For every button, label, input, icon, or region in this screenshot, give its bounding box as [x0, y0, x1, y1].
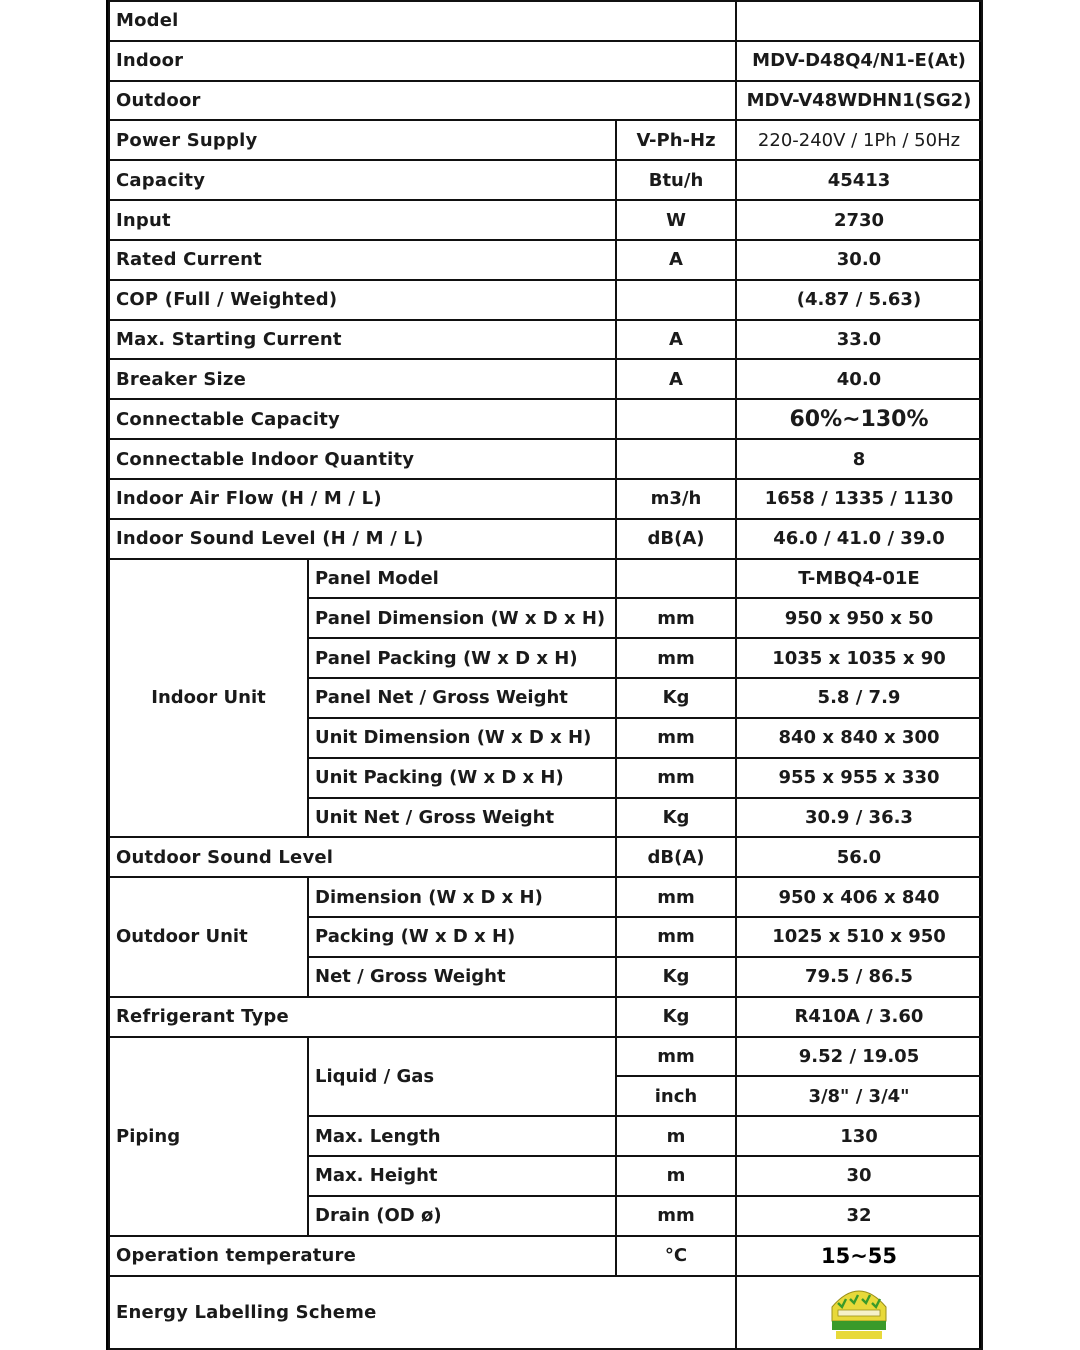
row-unit: Btu/h — [616, 160, 736, 200]
table-row — [109, 359, 982, 399]
table-row — [109, 240, 982, 280]
row-value: 30 — [736, 1156, 982, 1196]
row-label: Rated Current — [109, 240, 616, 280]
row-label: Panel Packing (W x D x H) — [308, 638, 616, 678]
table-row — [109, 997, 982, 1037]
row-label: Input — [109, 200, 616, 240]
row-unit: mm — [616, 718, 736, 758]
row-unit: Kg — [616, 957, 736, 997]
outdoor-unit-group-label: Outdoor Unit — [109, 877, 308, 996]
row-value: 3/8" / 3/4" — [736, 1076, 982, 1116]
row-value: 30.9 / 36.3 — [736, 798, 982, 838]
row-label: Panel Dimension (W x D x H) — [308, 598, 616, 638]
row-value: (4.87 / 5.63) — [736, 280, 982, 320]
row-unit: Kg — [616, 997, 736, 1037]
table-row — [109, 120, 982, 160]
row-value: 1035 x 1035 x 90 — [736, 638, 982, 678]
row-unit: dB(A) — [616, 837, 736, 877]
row-value: 15~55 — [736, 1236, 982, 1276]
row-label: Operation temperature — [109, 1236, 616, 1276]
row-label: Drain (OD ø) — [308, 1196, 616, 1236]
row-label: Max. Starting Current — [109, 320, 616, 360]
model-label: Model — [109, 1, 736, 41]
row-unit: mm — [616, 598, 736, 638]
row-value: 840 x 840 x 300 — [736, 718, 982, 758]
row-unit: W — [616, 200, 736, 240]
indoor-model-value: MDV-D48Q4/N1-E(At) — [736, 41, 982, 81]
row-value: 40.0 — [736, 359, 982, 399]
table-row — [109, 1, 982, 41]
row-unit: m — [616, 1116, 736, 1156]
row-unit: mm — [616, 638, 736, 678]
row-unit — [616, 399, 736, 439]
row-unit: Kg — [616, 798, 736, 838]
row-value: 9.52 / 19.05 — [736, 1037, 982, 1077]
outdoor-model-label: Outdoor — [109, 81, 736, 121]
row-value: 2730 — [736, 200, 982, 240]
row-label: Net / Gross Weight — [308, 957, 616, 997]
indoor-model-label: Indoor — [109, 41, 736, 81]
table-row — [109, 200, 982, 240]
row-label: Unit Dimension (W x D x H) — [308, 718, 616, 758]
row-unit: A — [616, 320, 736, 360]
row-unit: m — [616, 1156, 736, 1196]
table-row — [109, 559, 982, 599]
row-unit — [616, 559, 736, 599]
row-value: 955 x 955 x 330 — [736, 758, 982, 798]
row-value: 950 x 950 x 50 — [736, 598, 982, 638]
row-unit: mm — [616, 758, 736, 798]
table-row — [109, 320, 982, 360]
specification-table — [108, 0, 983, 1350]
row-unit: dB(A) — [616, 519, 736, 559]
row-value: 220-240V / 1Ph / 50Hz — [736, 120, 982, 160]
row-label: Power Supply — [109, 120, 616, 160]
row-value: 1658 / 1335 / 1130 — [736, 479, 982, 519]
row-unit: mm — [616, 1037, 736, 1077]
row-value: 45413 — [736, 160, 982, 200]
row-unit: mm — [616, 1196, 736, 1236]
row-label: Connectable Indoor Quantity — [109, 439, 616, 479]
row-unit: mm — [616, 877, 736, 917]
row-unit: inch — [616, 1076, 736, 1116]
row-value: 79.5 / 86.5 — [736, 957, 982, 997]
row-label: Dimension (W x D x H) — [308, 877, 616, 917]
row-label: Max. Height — [308, 1156, 616, 1196]
row-label: Breaker Size — [109, 359, 616, 399]
row-value: 32 — [736, 1196, 982, 1236]
indoor-unit-group-label: Indoor Unit — [109, 559, 308, 838]
row-label: COP (Full / Weighted) — [109, 280, 616, 320]
row-unit: V-Ph-Hz — [616, 120, 736, 160]
table-row — [109, 1037, 982, 1077]
row-unit: A — [616, 240, 736, 280]
row-unit: °C — [616, 1236, 736, 1276]
row-value: R410A / 3.60 — [736, 997, 982, 1037]
table-row — [109, 1276, 982, 1350]
table-row — [109, 479, 982, 519]
row-unit: A — [616, 359, 736, 399]
row-unit: Kg — [616, 678, 736, 718]
energy-rating-ticks-icon — [824, 1277, 894, 1348]
row-label: Indoor Air Flow (H / M / L) — [109, 479, 616, 519]
row-label: Liquid / Gas — [308, 1037, 616, 1117]
row-label: Indoor Sound Level (H / M / L) — [109, 519, 616, 559]
row-label: Outdoor Sound Level — [109, 837, 616, 877]
model-value — [736, 1, 982, 41]
energy-label-cell — [736, 1276, 982, 1350]
table-row — [109, 519, 982, 559]
row-unit — [616, 439, 736, 479]
row-value: 8 — [736, 439, 982, 479]
row-value: 56.0 — [736, 837, 982, 877]
table-row — [109, 837, 982, 877]
row-value: 5.8 / 7.9 — [736, 678, 982, 718]
row-value: 1025 x 510 x 950 — [736, 917, 982, 957]
energy-label-scheme-label: Energy Labelling Scheme — [109, 1276, 736, 1350]
row-unit: mm — [616, 917, 736, 957]
row-value: T-MBQ4-01E — [736, 559, 982, 599]
row-value: 33.0 — [736, 320, 982, 360]
row-label: Panel Model — [308, 559, 616, 599]
row-label: Panel Net / Gross Weight — [308, 678, 616, 718]
row-label: Connectable Capacity — [109, 399, 616, 439]
table-row — [109, 877, 982, 917]
table-row — [109, 41, 982, 81]
table-row — [109, 1236, 982, 1276]
row-value: 60%~130% — [736, 399, 982, 439]
row-label: Unit Net / Gross Weight — [308, 798, 616, 838]
row-value: 30.0 — [736, 240, 982, 280]
row-unit: m3/h — [616, 479, 736, 519]
table-row — [109, 399, 982, 439]
row-value: 130 — [736, 1116, 982, 1156]
piping-group-label: Piping — [109, 1037, 308, 1236]
table-row — [109, 81, 982, 121]
row-label: Packing (W x D x H) — [308, 917, 616, 957]
row-label: Capacity — [109, 160, 616, 200]
row-value: 46.0 / 41.0 / 39.0 — [736, 519, 982, 559]
table-row — [109, 280, 982, 320]
outdoor-model-value: MDV-V48WDHN1(SG2) — [736, 81, 982, 121]
row-label: Max. Length — [308, 1116, 616, 1156]
row-label: Unit Packing (W x D x H) — [308, 758, 616, 798]
row-value: 950 x 406 x 840 — [736, 877, 982, 917]
table-row — [109, 160, 982, 200]
row-unit — [616, 280, 736, 320]
row-label: Refrigerant Type — [109, 997, 616, 1037]
table-row — [109, 439, 982, 479]
